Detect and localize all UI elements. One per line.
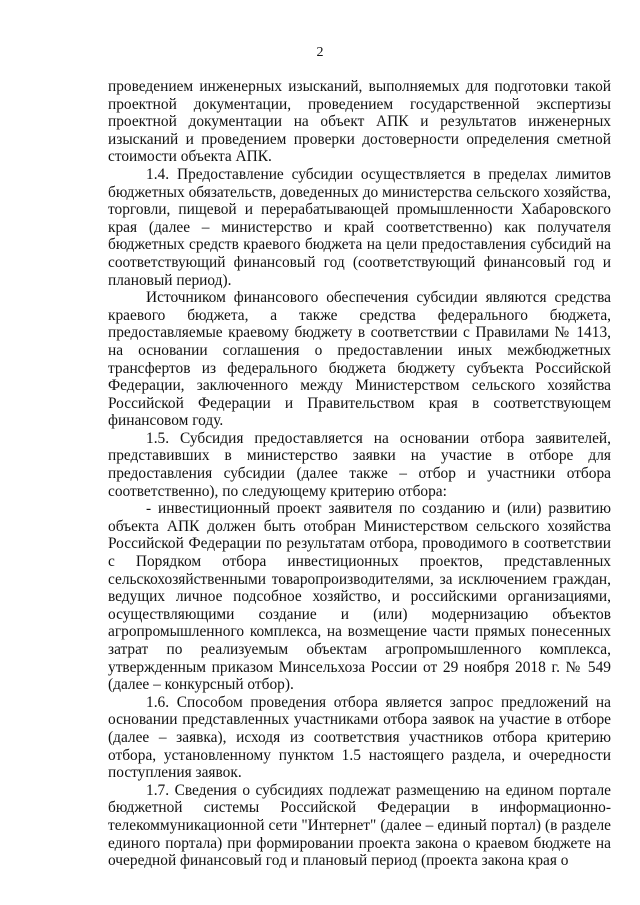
document-body: [108, 78, 611, 870]
paragraph-1-7: 1.7. Сведения о субсидиях подлежат размещению на едином портале бюджетной системы Российской Федерации в информационно-телекоммуникационной сети "Интернет" (далее – единый портал) (в разделе единого портала) при формировании проекта закона о краевом бюджете на очередной финансовый год и плановый период (проекта закона края о: [108, 781, 611, 870]
page-number: 2: [316, 45, 324, 60]
paragraph-1-5: 1.5. Субсидия предоставляется на основании отбора заявителей, представивших в министерство заявки на участие в отборе для предоставления субсидии (далее также – отбор и участники отбора соответственно), по следующему критерию отбора:: [108, 429, 611, 500]
paragraph-funding-source: Источником финансового обеспечения субсидии являются средства краевого бюджета, а также средства федерального бюджета, предоставляемые краевому бюджету в соответствии с Правилами № 1413, на основании соглашения о предоставлении иных межбюджетных трансфертов из федерального бюджета бюджету субъекта Российской Федерации, заключенного между Министерством сельского хозяйства Российской Федерации и Правительством края в соответствующем финансовом году.: [108, 289, 611, 430]
paragraph-1-4: 1.4. Предоставление субсидии осуществляется в пределах лимитов бюджетных обязательств, доведенных до министерства сельского хозяйства, торговли, пищевой и перерабатывающей промышленности Хабаровского края (далее – министерство и край соответственно) как получателя бюджетных средств краевого бюджета на цели предоставления субсидий на соответствующий финансовый год (соответствующий финансовый год и плановый период).: [108, 165, 611, 289]
paragraph-criterion: - инвестиционный проект заявителя по созданию и (или) развитию объекта АПК должен быть отобран Министерством сельского хозяйства Российской Федерации по результатам отбора, проводимого в соответствии с Порядком отбора инвестиционных проектов, представленных сельскохозяйственными товаропроизводителями, за исключением граждан, ведущих личное подсобное хозяйство, и российскими организациями, осуществляющими создание и (или) модернизацию объектов агропромышленного комплекса, на возмещение части прямых понесенных затрат по реализуемым объектам агропромышленного комплекса, утвержденным приказом Минсельхоза России от 29 ноября 2018 г. № 549 (далее – конкурсный отбор).: [108, 500, 611, 694]
paragraph-continuation: проведением инженерных изысканий, выполняемых для подготовки такой проектной документации, проведением государственной экспертизы проектной документации на объект АПК и результатов инженерных изысканий и проведением проверки достоверности определения сметной стоимости объекта АПК.: [108, 78, 611, 166]
paragraph-1-6: 1.6. Способом проведения отбора является запрос предложений на основании представленных участниками отбора заявок на участие в отборе (далее – заявка), исходя из соответствия участников отбора критерию отбора, установленному пунктом 1.5 настоящего раздела, и очередности поступления заявок.: [108, 693, 611, 782]
